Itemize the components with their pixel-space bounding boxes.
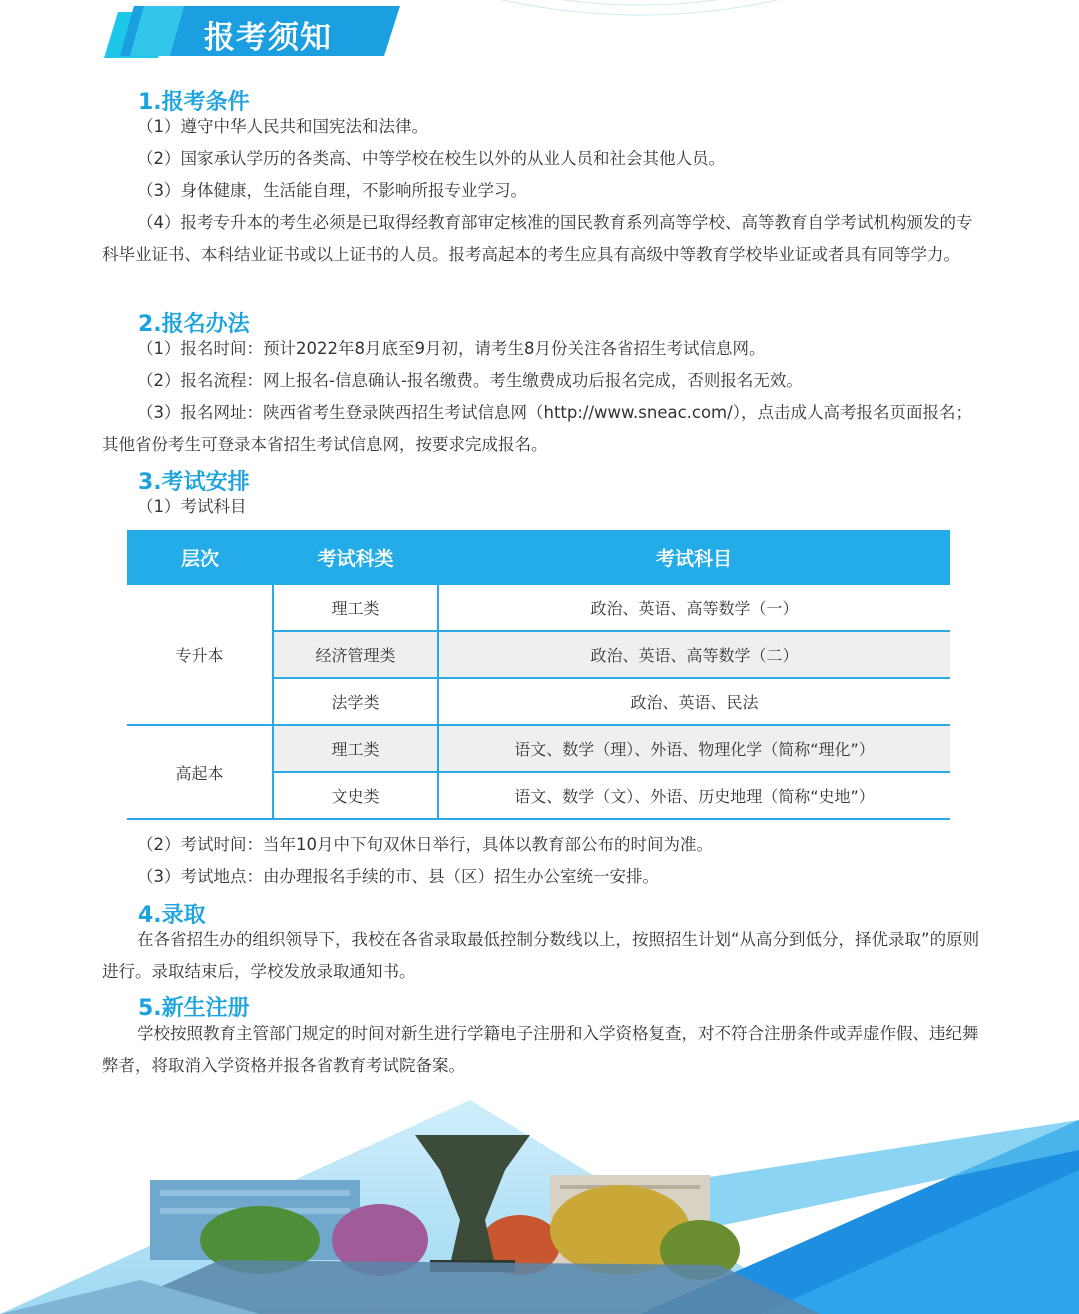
campus-illustration bbox=[0, 1090, 1079, 1314]
section-heading-exam: 3.考试安排 bbox=[138, 470, 250, 495]
condition-3: （3）身体健康，生活能自理，不影响所报专业学习。 bbox=[137, 181, 527, 200]
section-heading-registration: 2.报名办法 bbox=[138, 312, 250, 337]
category-cell: 理工类 bbox=[273, 725, 438, 772]
condition-4: （4）报考专升本的考生必须是已取得经教育部审定核准的国民教育系列高等学校、高等教育自学考试机构颁发的专科毕业证书、本科结业证书或以上证书的人员。报考高起本的考生应具有高级中等教育学校毕业证或者具有同等学力。 bbox=[102, 213, 973, 264]
subjects-cell: 语文、数学（理）、外语、物理化学（简称“理化”） bbox=[438, 725, 950, 772]
header-level: 层次 bbox=[127, 530, 273, 585]
paragraph bbox=[102, 365, 980, 397]
paragraph bbox=[102, 491, 980, 523]
table-row bbox=[127, 725, 950, 772]
exam-location: （3）考试地点：由办理报名手续的市、县（区）招生办公室统一安排。 bbox=[137, 867, 659, 886]
subjects-cell: 政治、英语、高等数学（二） bbox=[438, 631, 950, 678]
category-cell: 经济管理类 bbox=[273, 631, 438, 678]
paragraph bbox=[102, 924, 980, 988]
condition-1: （1）遵守中华人民共和国宪法和法律。 bbox=[137, 117, 428, 136]
level-cell: 专升本 bbox=[127, 585, 273, 725]
section-heading-admission: 4.录取 bbox=[138, 903, 206, 928]
paragraph bbox=[102, 143, 980, 175]
paragraph bbox=[102, 111, 980, 143]
paragraph bbox=[102, 207, 980, 271]
section-heading-enrollment: 5.新生注册 bbox=[138, 996, 250, 1021]
paragraph bbox=[102, 829, 980, 861]
exam-subjects-table bbox=[127, 530, 950, 820]
paragraph bbox=[102, 175, 980, 207]
paragraph bbox=[102, 1018, 980, 1082]
header-subjects: 考试科目 bbox=[438, 530, 950, 585]
registration-website: （3）报名网址：陕西省考生登录陕西招生考试信息网（http://www.sneac.com/），点击成人高考报名页面报名；其他省份考生可登录本省招生考试信息网，按要求完成报名。 bbox=[102, 403, 972, 454]
decorative-arcs bbox=[430, 0, 850, 30]
registration-process: （2）报名流程：网上报名-信息确认-报名缴费。考生缴费成功后报名完成，否则报名无效。 bbox=[137, 371, 803, 390]
subjects-cell: 政治、英语、高等数学（一） bbox=[438, 585, 950, 631]
registration-time: （1）报名时间：预计2022年8月底至9月初，请考生8月份关注各省招生考试信息网。 bbox=[137, 339, 766, 358]
table-row bbox=[127, 585, 950, 631]
table-header-row bbox=[127, 530, 950, 585]
paragraph bbox=[102, 861, 980, 893]
level-cell: 高起本 bbox=[127, 725, 273, 819]
section-heading-conditions: 1.报考条件 bbox=[138, 90, 250, 115]
category-cell: 文史类 bbox=[273, 772, 438, 819]
header-category: 考试科类 bbox=[273, 530, 438, 585]
paragraph bbox=[102, 333, 980, 365]
page-title: 报考须知 bbox=[204, 20, 332, 56]
enrollment-text: 学校按照教育主管部门规定的时间对新生进行学籍电子注册和入学资格复查，对不符合注册条件或弄虚作假、违纪舞弊者，将取消入学资格并报各省教育考试院备案。 bbox=[102, 1024, 979, 1075]
admission-text: 在各省招生办的组织领导下，我校在各省录取最低控制分数线以上，按照招生计划“从高分到低分，择优录取”的原则进行。录取结束后，学校发放录取通知书。 bbox=[102, 930, 980, 981]
category-cell: 理工类 bbox=[273, 585, 438, 631]
exam-time: （2）考试时间：当年10月中下旬双休日举行，具体以教育部公布的时间为准。 bbox=[137, 835, 713, 854]
category-cell: 法学类 bbox=[273, 678, 438, 725]
subjects-cell: 语文、数学（文）、外语、历史地理（简称“史地”） bbox=[438, 772, 950, 819]
subjects-cell: 政治、英语、民法 bbox=[438, 678, 950, 725]
condition-2: （2）国家承认学历的各类高、中等学校在校生以外的从业人员和社会其他人员。 bbox=[137, 149, 725, 168]
exam-subjects-label: （1）考试科目 bbox=[137, 497, 247, 516]
paragraph bbox=[102, 397, 980, 461]
